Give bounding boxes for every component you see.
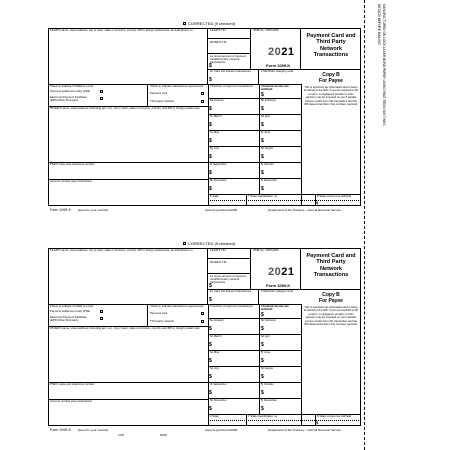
box-5k-dollar: $ (209, 406, 212, 412)
account-label: Account number (see instructions) (50, 400, 93, 403)
box-5l-label: 5l December (261, 179, 277, 182)
box-5g-label: 5g July (210, 367, 219, 370)
box-5i-dollar: $ (209, 390, 212, 396)
payment-card-checkbox[interactable] (201, 312, 204, 315)
box-5f-label: 5f June (261, 131, 271, 134)
box-5e-dollar: $ (209, 138, 212, 144)
box-5k-label: 5k November (210, 399, 227, 402)
box-5c-label: 5c March (210, 335, 222, 338)
title-line-3: Network (319, 265, 343, 272)
footer-lkb: LKB (118, 433, 124, 437)
third-party-checkbox[interactable] (201, 100, 204, 103)
payee-name-label: PAYEE'S name, street address (including apt. no.), city or town, state or province, country, and ZIP or foreign postal code (50, 107, 200, 110)
pse-checkbox[interactable] (100, 310, 103, 313)
epf-label: Electronic Payment Facilitator (EPF)/Other third party (50, 316, 87, 322)
form-name: Form 1099-K (266, 284, 291, 288)
filer-name-field[interactable] (48, 248, 208, 304)
copy-recipient: For Payee (319, 78, 343, 84)
box-5f-dollar: $ (261, 138, 264, 144)
box-5a-dollar: $ (209, 106, 212, 112)
footer-keep: (keep for your records) (78, 208, 109, 212)
year-suffix: 21 (281, 266, 295, 278)
side-text-2: MANUFACTURED ON LOCK LASER BOND PAPER USING HEAT RESISTANT INKS (382, 4, 386, 126)
row-5g-5h (208, 366, 301, 382)
box-5b-label: 5b February (261, 319, 277, 322)
pse-name-label: PSE'S name and telephone number (50, 383, 95, 386)
box-1b-label: 1b Card Not Present transactions (210, 70, 252, 73)
title-line-1: Payment Card and (306, 33, 356, 39)
box-2-label: 2 Merchant category code (261, 290, 294, 293)
box-5c-label: 5c March (210, 115, 222, 118)
title-line-2: Third Party (316, 39, 346, 46)
box-5k-label: 5k November (210, 179, 227, 182)
third-party-label: Third party network (150, 100, 174, 103)
title-line-2: Third Party (316, 259, 346, 266)
box-5b-label: 5b February (261, 99, 277, 102)
box-1a-label: 1a Gross amount of payment card/third party network transactions (210, 55, 247, 63)
box-4-dollar: $ (261, 312, 264, 318)
box-5i-label: 5i September (210, 383, 227, 386)
box-1b-dollar: $ (209, 297, 212, 303)
check-txn-label: Check to indicate transactions reported are: (150, 85, 205, 88)
box-5d-dollar: $ (261, 122, 264, 128)
box-5f-dollar: $ (261, 358, 264, 364)
omb-number: OMB No. 1545-2205 (253, 29, 279, 32)
epf-label: Electronic Payment Facilitator (EPF)/Other third party (50, 96, 87, 102)
side-text-1: DETACH BEFORE MAILING (377, 4, 381, 45)
footer-dept: Department of the Treasury - Internal Revenue Service (268, 428, 341, 432)
box-3-label: 3 Number of payment transactions (210, 305, 253, 308)
row-5c-5d (208, 114, 301, 130)
copy-recipient: For Payee (319, 298, 343, 304)
box-6-label: 6 State (210, 415, 219, 418)
box-1a-dollar: $ (209, 283, 212, 289)
footer-url: www.irs.gov/Form1099K (205, 208, 238, 212)
payment-card-label: Payment card (150, 312, 168, 315)
box-5h-dollar: $ (261, 154, 264, 160)
copy-label (301, 292, 361, 304)
filer-name-field[interactable] (48, 28, 208, 84)
footer-keep: (keep for your records) (78, 428, 109, 432)
box-8-label: 8 State income tax withheld (317, 195, 352, 198)
account-field[interactable] (48, 399, 208, 426)
box-5j-dollar: $ (261, 390, 264, 396)
box-8-dollar: $ (316, 420, 319, 425)
box-5a-label: 5a January (210, 99, 224, 102)
box-7-label: 7 State identification no. (248, 415, 278, 418)
box-3-label: 3 Number of payment transactions (210, 85, 253, 88)
box-5i-dollar: $ (209, 170, 212, 176)
payment-card-checkbox[interactable] (201, 92, 204, 95)
tax-year (268, 46, 295, 58)
epf-checkbox[interactable] (100, 97, 103, 100)
check-txn-label: Check to indicate transactions reported are: (150, 305, 205, 308)
box-5j-label: 5j October (261, 163, 274, 166)
footer-code: 5336 (160, 433, 167, 437)
payment-card-label: Payment card (150, 92, 168, 95)
check-filer-label: Check to indicate if FILER is a (an): (50, 305, 94, 308)
box-5f-label: 5f June (261, 351, 271, 354)
payee-tin-label: PAYEE'S TIN (210, 261, 227, 264)
filer-tin-label: FILER'S TIN (210, 249, 226, 252)
form-copy-bottom (0, 225, 450, 450)
box-5g-dollar: $ (209, 154, 212, 160)
payee-name-label: PAYEE'S name, street address (including apt. no.), city or town, state or province, country, and ZIP or foreign postal code (50, 327, 200, 330)
pse-checkbox[interactable] (100, 90, 103, 93)
box-5l-label: 5l December (261, 399, 277, 402)
pse-name-label: PSE'S name and telephone number (50, 163, 95, 166)
year-prefix: 20 (268, 46, 282, 58)
box-5c-dollar: $ (209, 122, 212, 128)
corrected-checkbox[interactable] (183, 242, 186, 245)
filer-name-label: FILER'S name, street address, city or town, state or province, country, ZIP or foreign postal code, and telephone no. (50, 249, 194, 252)
box-5l-dollar: $ (261, 406, 264, 412)
form-title (301, 253, 361, 279)
title-line-3: Network (319, 45, 343, 52)
row-5e-5f (208, 350, 301, 366)
payee-tin-label: PAYEE'S TIN (210, 41, 227, 44)
box-5a-label: 5a January (210, 319, 224, 322)
payee-notice: This is important tax information and is being furnished to the IRS. If you are required to file a return, a negligence penalty or other sanction may be imposed on you if taxable income results from this transaction and the IRS determines that it has not been reported. (303, 86, 359, 107)
box-5i-label: 5i September (210, 163, 227, 166)
box-5c-dollar: $ (209, 342, 212, 348)
box-5a-dollar: $ (209, 326, 212, 332)
row-5e-5f (208, 130, 301, 146)
box-5j-label: 5j October (261, 383, 274, 386)
box-1b-dollar: $ (209, 77, 212, 83)
box-1b-label: 1b Card Not Present transactions (210, 290, 252, 293)
note-divider (301, 84, 302, 206)
box-2-label: 2 Merchant category code (261, 70, 294, 73)
box-5h-dollar: $ (261, 374, 264, 380)
copy-name: Copy B (322, 72, 340, 78)
year-suffix: 21 (281, 46, 295, 58)
box-4-dollar: $ (261, 92, 264, 98)
payee-name-field[interactable] (48, 106, 208, 162)
box-5k-dollar: $ (209, 186, 212, 192)
box-5e-label: 5e May (210, 131, 220, 134)
corrected-label: CORRECTED (if checked) (188, 242, 236, 246)
footer-form: Form 1099-K (50, 428, 71, 432)
box-8-dollar: $ (316, 200, 319, 205)
box-5j-dollar: $ (261, 170, 264, 176)
box-8-label: 8 State income tax withheld (317, 415, 352, 418)
box-5g-label: 5g July (210, 147, 219, 150)
third-party-checkbox[interactable] (201, 320, 204, 323)
box-5h-label: 5h August (261, 367, 274, 370)
payee-name-field[interactable] (48, 326, 208, 382)
footer-dept: Department of the Treasury - Internal Revenue Service (268, 208, 341, 212)
box-5d-label: 5d April (261, 115, 271, 118)
epf-checkbox[interactable] (100, 317, 103, 320)
pse-label: Payment settlement entity (PSE) (50, 310, 91, 313)
box-4-label: 4 Federal income tax withheld (261, 305, 289, 311)
copy-label (301, 72, 361, 84)
title-line-1: Payment Card and (306, 253, 356, 259)
row-5c-5d (208, 334, 301, 350)
corrected-checkbox[interactable] (183, 22, 186, 25)
account-field[interactable] (48, 179, 208, 206)
state-dotline (208, 200, 361, 201)
year-prefix: 20 (268, 266, 282, 278)
box-6-label: 6 State (210, 195, 219, 198)
form-name: Form 1099-K (266, 64, 291, 68)
row-5g-5h (208, 146, 301, 162)
note-divider (301, 304, 302, 426)
pse-label: Payment settlement entity (PSE) (50, 90, 91, 93)
filer-tin-label: FILER'S TIN (210, 29, 226, 32)
box-5b-dollar: $ (261, 106, 264, 112)
check-filer-label: Check to indicate if FILER is a (an): (50, 85, 94, 88)
box-5d-dollar: $ (261, 342, 264, 348)
state-dotline (208, 420, 361, 421)
omb-number: OMB No. 1545-2205 (253, 249, 279, 252)
box-5d-label: 5d April (261, 335, 271, 338)
footer-form: Form 1099-K (50, 208, 71, 212)
copy-name: Copy B (322, 292, 340, 298)
box-5b-dollar: $ (261, 326, 264, 332)
box-4-label: 4 Federal income tax withheld (261, 85, 289, 91)
form-title (301, 33, 361, 59)
box-1a-label: 1a Gross amount of payment card/third party network transactions (210, 275, 247, 283)
box-5l-dollar: $ (261, 186, 264, 192)
title-line-4: Transactions (313, 272, 349, 279)
box-1a-dollar: $ (209, 63, 212, 69)
account-label: Account number (see instructions) (50, 180, 93, 183)
third-party-label: Third party network (150, 320, 174, 323)
box-5h-label: 5h August (261, 147, 274, 150)
filer-name-label: FILER'S name, street address, city or town, state or province, country, ZIP or foreign postal code, and telephone no. (50, 29, 194, 32)
title-line-4: Transactions (313, 52, 349, 59)
box-5g-dollar: $ (209, 374, 212, 380)
box-5e-dollar: $ (209, 358, 212, 364)
box-7-label: 7 State identification no. (248, 195, 278, 198)
payee-notice: This is important tax information and is being furnished to the IRS. If you are required to file a return, a negligence penalty or other sanction may be imposed on you if taxable income results from this transaction and the IRS determines that it has not been reported. (303, 306, 359, 327)
footer-url: www.irs.gov/Form1099K (205, 428, 238, 432)
corrected-label: CORRECTED (if checked) (188, 22, 236, 26)
tax-year (268, 266, 295, 278)
box-5e-label: 5e May (210, 351, 220, 354)
